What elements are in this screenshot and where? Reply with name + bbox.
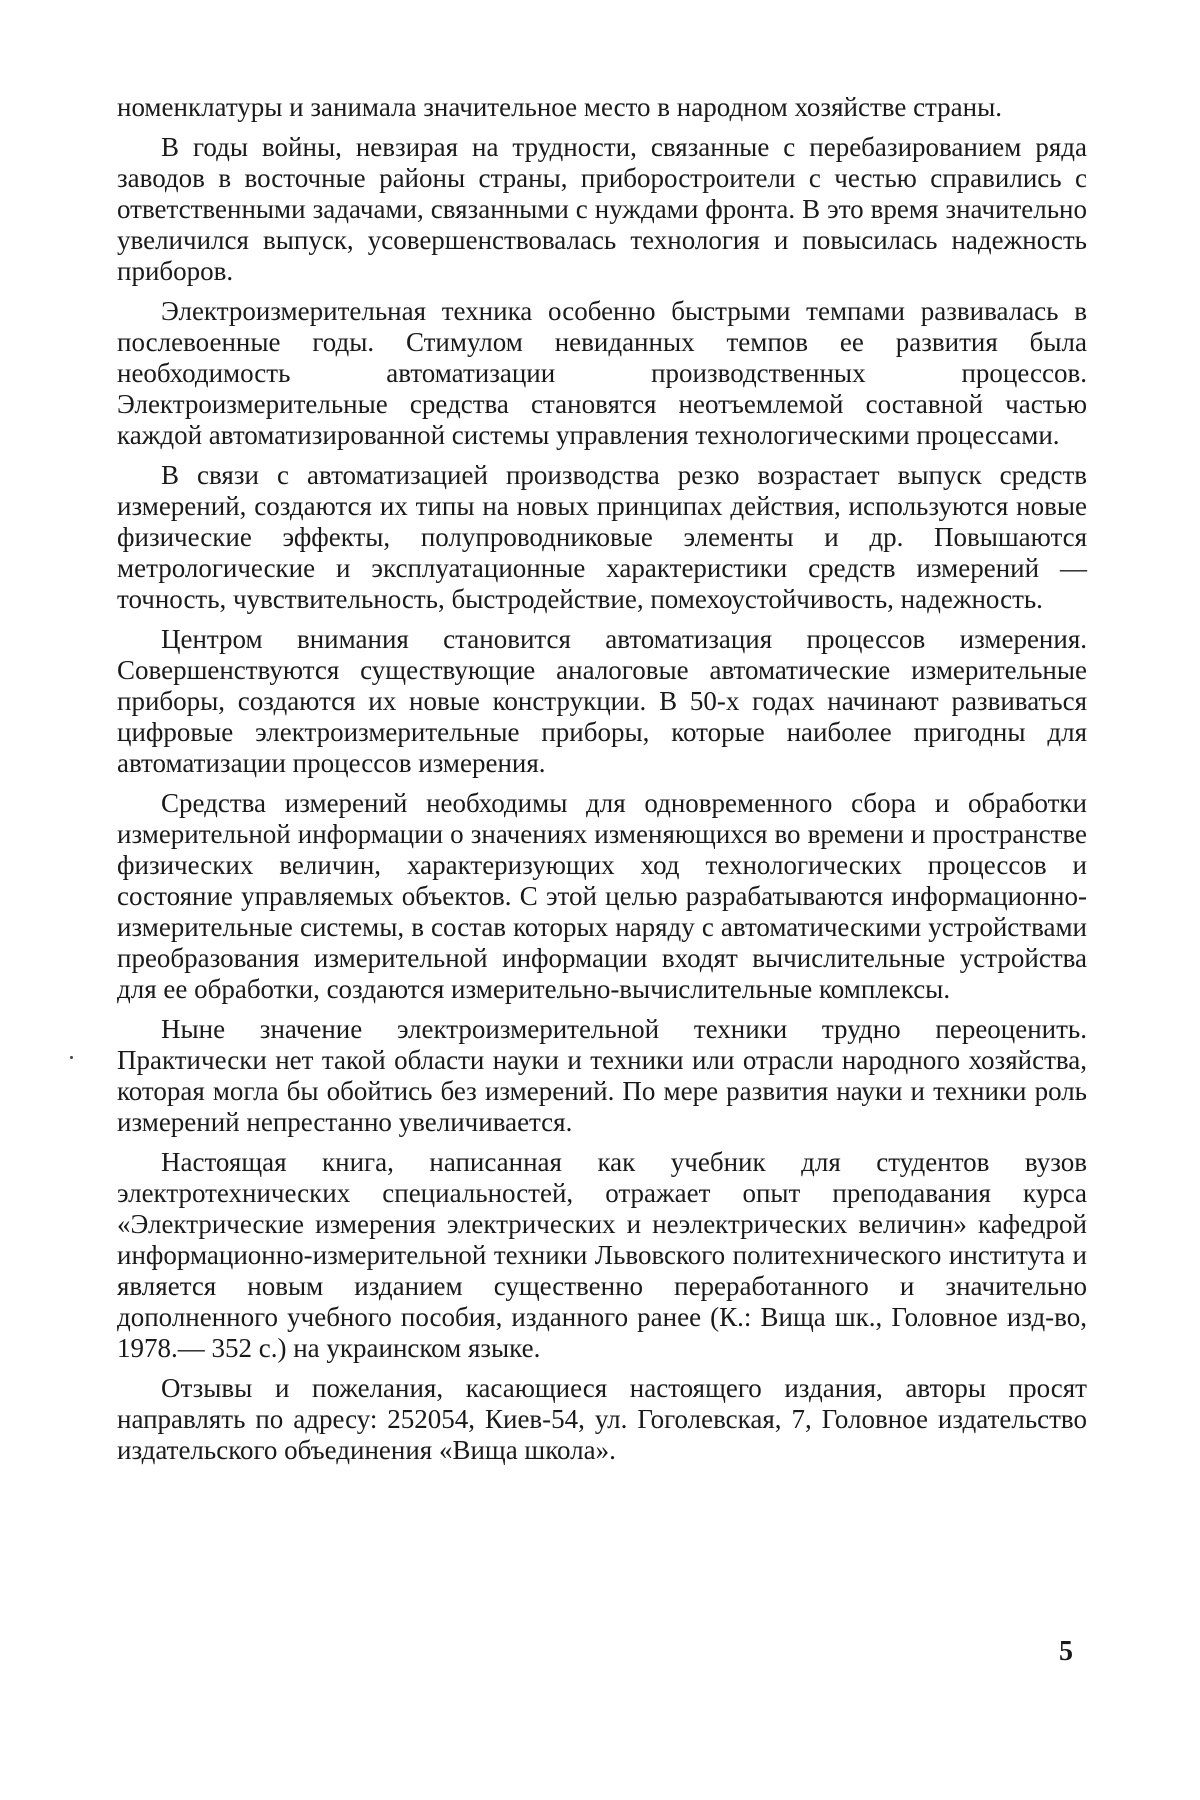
- paragraph-focus: Центром внимания становится автоматизация процессов измерения. Совершенствуются существующие аналоговые автоматические измерительные приборы, создаются их новые конструкции. В 50-х годах начинают развиваться цифровые электроизмерительные приборы, которые наиболее пригодны для автоматизации процессов измерения.: [117, 624, 1087, 778]
- print-speck: [70, 1056, 73, 1059]
- paragraph-systems: Средства измерений необходимы для одновременного сбора и обработки измерительной информации о значениях изменяющихся во времени и пространстве физических величин, характеризующих ход технологических процессов и состояние управляемых объектов. С этой целью разрабатываются информационно-измерительные системы, в состав которых наряду с автоматическими устройствами преобразования измерительной информации входят вычислительные устройства для ее обработки, создаются измерительно-вычислительные комплексы.: [117, 788, 1087, 1004]
- paragraph-feedback: Отзывы и пожелания, касающиеся настоящего издания, авторы просят направлять по адресу: 252054, Киев-54, ул. Гоголевская, 7, Головное издательство издательского объединения «Вища школа».: [117, 1373, 1087, 1465]
- paragraph-book: Настоящая книга, написанная как учебник для студентов вузов электротехнических специальностей, отражает опыт преподавания курса «Электрические измерения электрических и неэлектрических величин» кафедрой информационно-измерительной техники Львовского политехнического института и является новым изданием существенно переработанного и значительно дополненного учебного пособия, изданного ранее (К.: Вища шк., Головное изд-во, 1978.— 352 с.) на украинском языке.: [117, 1147, 1087, 1363]
- page-number: 5: [1059, 1636, 1073, 1667]
- paragraph-automation: В связи с автоматизацией производства резко возрастает выпуск средств измерений, создаются их типы на новых принципах действия, используются новые физические эффекты, полупроводниковые элементы и др. Повышаются метрологические и эксплуатационные характеристики средств измерений — точность, чувствительность, быстродействие, помехоустойчивость, надежность.: [117, 460, 1087, 614]
- page-body: [117, 92, 1087, 1466]
- paragraph-postwar: Электроизмерительная техника особенно быстрыми темпами развивалась в послевоенные годы. Стимулом невиданных темпов ее развития была необходимость автоматизации производственных процессов. Электроизмерительные средства становятся неотъемлемой составной частью каждой автоматизированной системы управления технологическими процессами.: [117, 296, 1087, 450]
- paragraph-war-years: В годы войны, невзирая на трудности, связанные с перебазированием ряда заводов в восточные районы страны, приборостроители с честью справились с ответственными задачами, связанными с нуждами фронта. В это время значительно увеличился выпуск, усовершенствовалась технология и повысилась надежность приборов.: [117, 132, 1087, 286]
- paragraph-continuation: номенклатуры и занимала значительное место в народном хозяйстве страны.: [117, 92, 1003, 122]
- paragraph-importance: Ныне значение электроизмерительной техники трудно переоценить. Практически нет такой области науки и техники или отрасли народного хозяйства, которая могла бы обойтись без измерений. По мере развития науки и техники роль измерений непрестанно увеличивается.: [117, 1014, 1087, 1137]
